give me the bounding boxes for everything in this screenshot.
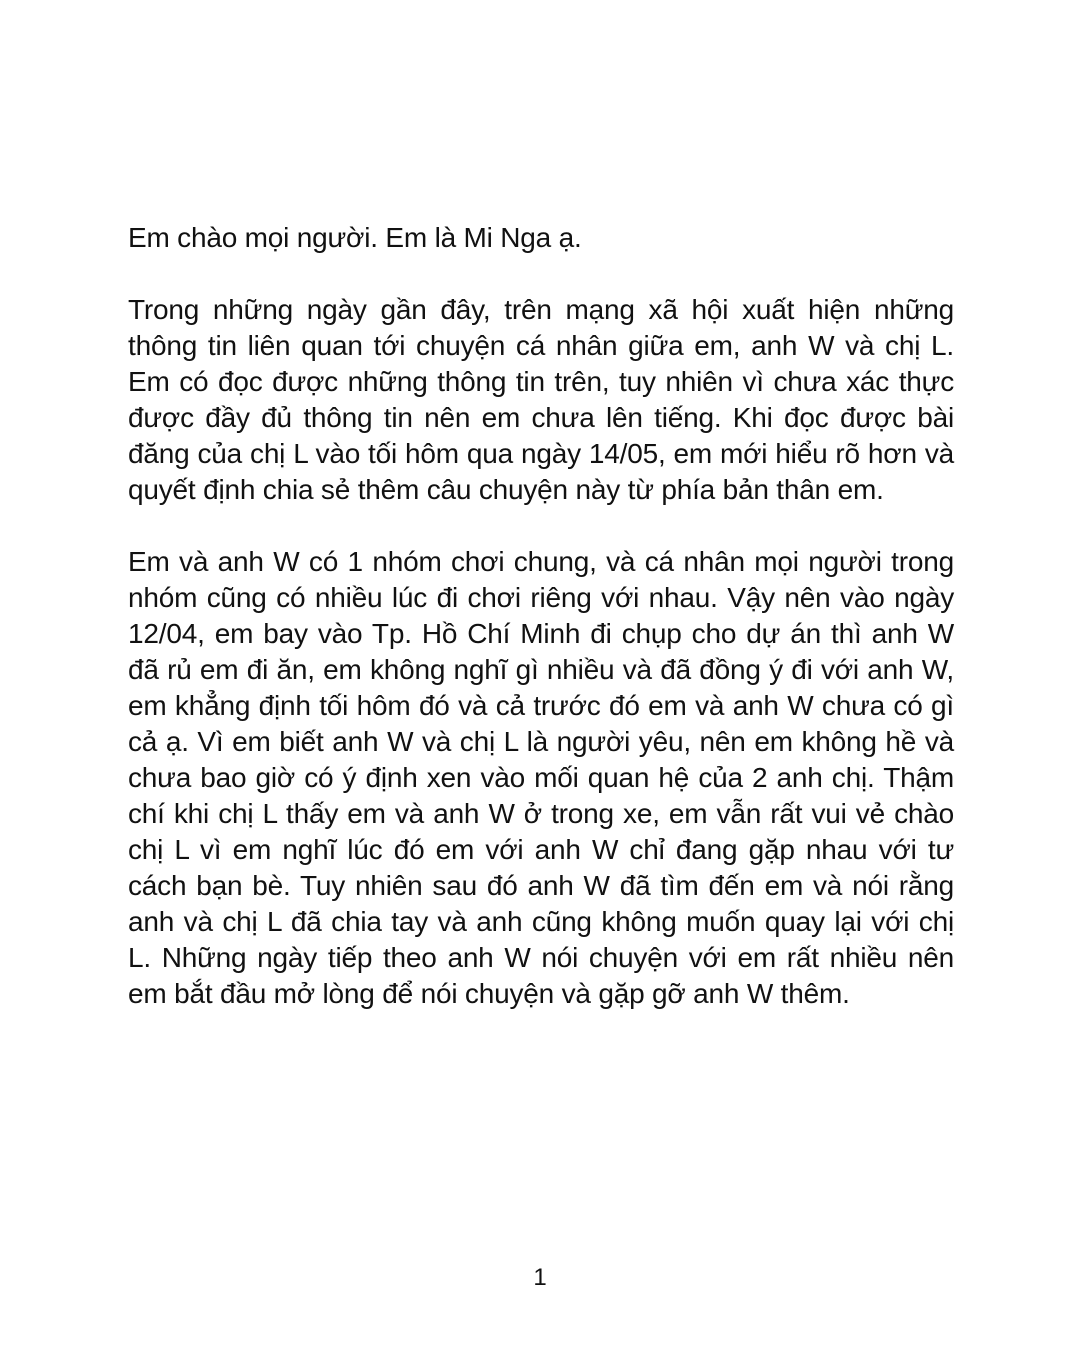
document-body [128,220,954,1048]
paragraph-2: Em và anh W có 1 nhóm chơi chung, và cá nhân mọi người trong nhóm cũng có nhiều lúc đi chơi riêng với nhau. Vậy nên vào ngày 12/04, em bay vào Tp. Hồ Chí Minh đi chụp cho dự án thì anh W đã rủ em đi ăn, em không nghĩ gì nhiều và đã đồng ý đi với anh W, em khẳng định tối hôm đó và cả trước đó em và anh W chưa có gì cả ạ. Vì em biết anh W và chị L là người yêu, nên em không hề và chưa bao giờ có ý định xen vào mối quan hệ của 2 anh chị. Thậm chí khi chị L thấy em và anh W ở trong xe, em vẫn rất vui vẻ chào chị L vì em nghĩ lúc đó em với anh W chỉ đang gặp nhau với tư cách bạn bè. Tuy nhiên sau đó anh W đã tìm đến em và nói rằng anh và chị L đã chia tay và anh cũng không muốn quay lại với chị L. Những ngày tiếp theo anh W nói chuyện với em rất nhiều nên em bắt đầu mở lòng để nói chuyện và gặp gỡ anh W thêm. [128,546,954,1009]
greeting-line: Em chào mọi người. Em là Mi Nga ạ. [128,222,582,253]
paragraph-1: Trong những ngày gần đây, trên mạng xã hội xuất hiện những thông tin liên quan tới chuyện cá nhân giữa em, anh W và chị L. Em có đọc được những thông tin trên, tuy nhiên vì chưa xác thực được đầy đủ thông tin nên em chưa lên tiếng. Khi đọc được bài đăng của chị L vào tối hôm qua ngày 14/05, em mới hiểu rõ hơn và quyết định chia sẻ thêm câu chuyện này từ phía bản thân em. [128,294,954,505]
page-number: 1 [533,1264,547,1291]
